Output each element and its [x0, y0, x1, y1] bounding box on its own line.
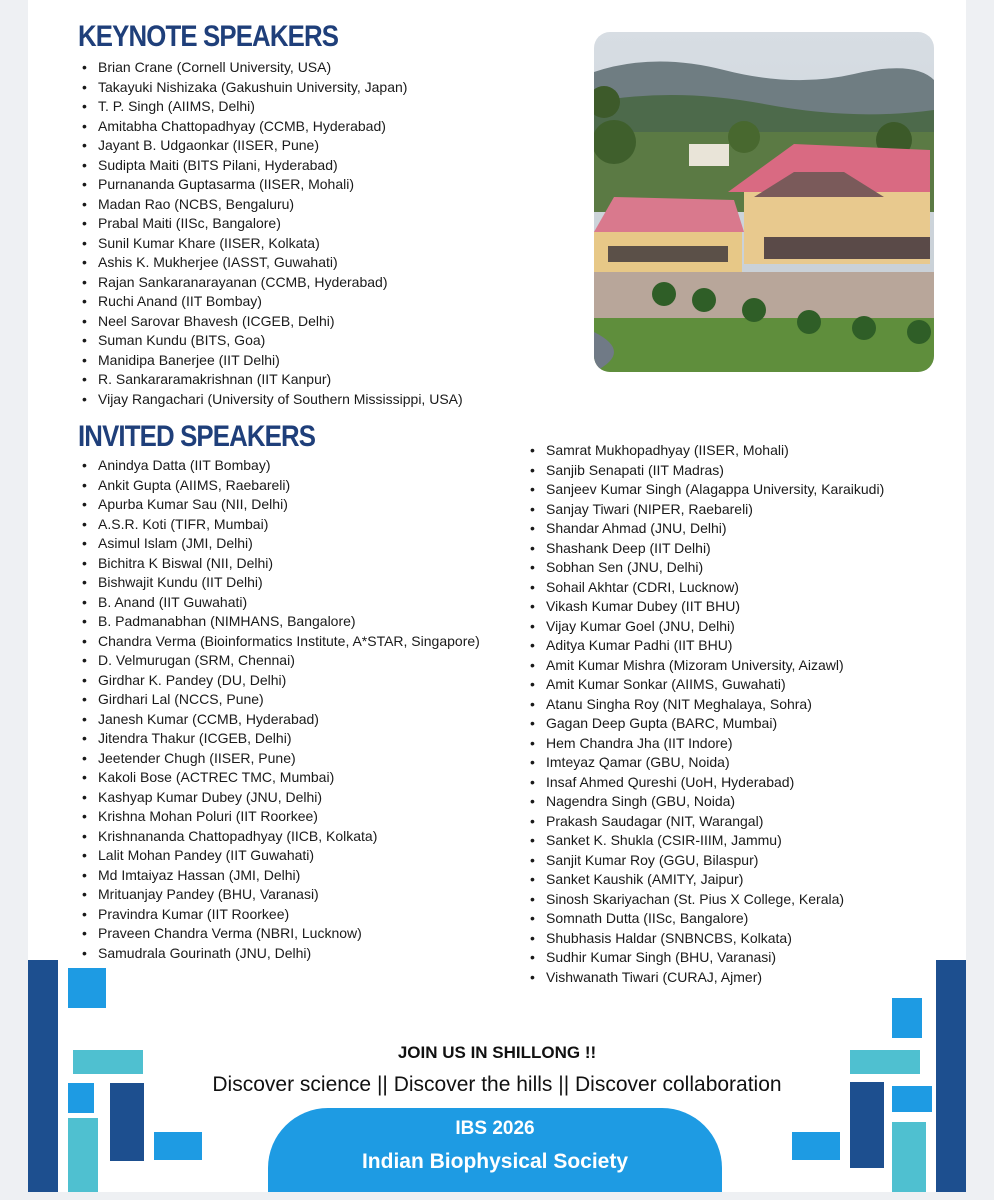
deco-block: [68, 968, 106, 1008]
invited-list-right: [528, 441, 948, 987]
speaker-item: • Jitendra Thakur (ICGEB, Delhi): [80, 729, 480, 749]
speaker-item: • D. Velmurugan (SRM, Chennai): [80, 651, 480, 671]
speaker-item: • Kashyap Kumar Dubey (JNU, Delhi): [80, 788, 480, 808]
speaker-item: • Rajan Sankaranarayanan (CCMB, Hyderabad): [80, 273, 560, 293]
speaker-item: • Asimul Islam (JMI, Delhi): [80, 534, 480, 554]
speaker-item: • Ankit Gupta (AIIMS, Raebareli): [80, 476, 480, 496]
speaker-item: • Amit Kumar Sonkar (AIIMS, Guwahati): [528, 675, 948, 695]
speaker-item: • Lalit Mohan Pandey (IIT Guwahati): [80, 846, 480, 866]
speaker-item: • Pravindra Kumar (IIT Roorkee): [80, 905, 480, 925]
speaker-item: • Shubhasis Haldar (SNBNCBS, Kolkata): [528, 929, 948, 949]
speaker-item: • R. Sankararamakrishnan (IIT Kanpur): [80, 370, 560, 390]
speaker-item: • Anindya Datta (IIT Bombay): [80, 456, 480, 476]
speaker-item: • Md Imtaiyaz Hassan (JMI, Delhi): [80, 866, 480, 886]
speaker-item: • B. Padmanabhan (NIMHANS, Bangalore): [80, 612, 480, 632]
speaker-item: • Girdhari Lal (NCCS, Pune): [80, 690, 480, 710]
poster: [28, 0, 966, 1192]
speaker-item: • Ruchi Anand (IIT Bombay): [80, 292, 560, 312]
speaker-item: • Krishna Mohan Poluri (IIT Roorkee): [80, 807, 480, 827]
speaker-item: • Praveen Chandra Verma (NBRI, Lucknow): [80, 924, 480, 944]
speaker-item: • Samudrala Gourinath (JNU, Delhi): [80, 944, 480, 964]
speaker-item: • Amit Kumar Mishra (Mizoram University, Aizawl): [528, 656, 948, 676]
speaker-item: • T. P. Singh (AIIMS, Delhi): [80, 97, 560, 117]
speaker-item: • Kakoli Bose (ACTREC TMC, Mumbai): [80, 768, 480, 788]
speaker-item: • Sunil Kumar Khare (IISER, Kolkata): [80, 234, 560, 254]
speaker-item: • Sinosh Skariyachan (St. Pius X College, Kerala): [528, 890, 948, 910]
speaker-item: • Sanket Kaushik (AMITY, Jaipur): [528, 870, 948, 890]
event-name: IBS 2026: [455, 1118, 535, 1139]
speaker-item: • Nagendra Singh (GBU, Noida): [528, 792, 948, 812]
speaker-item: • Vijay Rangachari (University of Southern Mississippi, USA): [80, 390, 560, 410]
deco-block: [892, 1122, 926, 1192]
speaker-item: • Insaf Ahmed Qureshi (UoH, Hyderabad): [528, 773, 948, 793]
speaker-item: • Suman Kundu (BITS, Goa): [80, 331, 560, 351]
speaker-item: • Amitabha Chattopadhyay (CCMB, Hyderabad): [80, 117, 560, 137]
speaker-item: • Sohail Akhtar (CDRI, Lucknow): [528, 578, 948, 598]
speaker-item: • Jayant B. Udgaonkar (IISER, Pune): [80, 136, 560, 156]
speaker-item: • Sudhir Kumar Singh (BHU, Varanasi): [528, 948, 948, 968]
speaker-item: • Sanket K. Shukla (CSIR-IIIM, Jammu): [528, 831, 948, 851]
speaker-item: • Jeetender Chugh (IISER, Pune): [80, 749, 480, 769]
deco-block: [892, 998, 922, 1038]
speaker-item: • Krishnananda Chattopadhyay (IICB, Kolkata): [80, 827, 480, 847]
speaker-item: • Bichitra K Biswal (NII, Delhi): [80, 554, 480, 574]
speaker-item: • Sanjib Senapati (IIT Madras): [528, 461, 948, 481]
speaker-item: • Gagan Deep Gupta (BARC, Mumbai): [528, 714, 948, 734]
speaker-item: • Bishwajit Kundu (IIT Delhi): [80, 573, 480, 593]
invited-list-left: [80, 456, 480, 963]
speaker-item: • Chandra Verma (Bioinformatics Institute, A*STAR, Singapore): [80, 632, 480, 652]
speaker-item: • Ashis K. Mukherjee (IASST, Guwahati): [80, 253, 560, 273]
speaker-item: • Mrituanjay Pandey (BHU, Varanasi): [80, 885, 480, 905]
speaker-item: • Neel Sarovar Bhavesh (ICGEB, Delhi): [80, 312, 560, 332]
speaker-item: • Shashank Deep (IIT Delhi): [528, 539, 948, 559]
speaker-item: • Aditya Kumar Padhi (IIT BHU): [528, 636, 948, 656]
deco-block: [68, 1118, 98, 1192]
speaker-item: • Vijay Kumar Goel (JNU, Delhi): [528, 617, 948, 637]
keynote-heading: KEYNOTE SPEAKERS: [78, 20, 339, 53]
speaker-item: • Apurba Kumar Sau (NII, Delhi): [80, 495, 480, 515]
speaker-item: • Sanjay Tiwari (NIPER, Raebareli): [528, 500, 948, 520]
speaker-item: • Shandar Ahmad (JNU, Delhi): [528, 519, 948, 539]
speaker-item: • Brian Crane (Cornell University, USA): [80, 58, 560, 78]
keynote-list: [80, 58, 560, 409]
speaker-item: • Hem Chandra Jha (IIT Indore): [528, 734, 948, 754]
speaker-item: • Somnath Dutta (IISc, Bangalore): [528, 909, 948, 929]
speaker-item: • Vikash Kumar Dubey (IIT BHU): [528, 597, 948, 617]
speaker-item: • Sanjeev Kumar Singh (Alagappa University, Karaikudi): [528, 480, 948, 500]
speaker-item: • Sudipta Maiti (BITS Pilani, Hyderabad): [80, 156, 560, 176]
speaker-item: • Manidipa Banerjee (IIT Delhi): [80, 351, 560, 371]
society-name: Indian Biophysical Society: [361, 1150, 629, 1173]
speaker-item: • Janesh Kumar (CCMB, Hyderabad): [80, 710, 480, 730]
speaker-item: • Atanu Singha Roy (NIT Meghalaya, Sohra): [528, 695, 948, 715]
deco-block: [154, 1132, 202, 1160]
join-us-text: JOIN US IN SHILLONG !!: [397, 1043, 597, 1062]
invited-heading: INVITED SPEAKERS: [78, 420, 316, 453]
speaker-item: • Sanjit Kumar Roy (GGU, Bilaspur): [528, 851, 948, 871]
speaker-item: • Sobhan Sen (JNU, Delhi): [528, 558, 948, 578]
speaker-item: • Takayuki Nishizaka (Gakushuin University, Japan): [80, 78, 560, 98]
tagline: Discover science || Discover the hills || Discover collaboration: [212, 1073, 782, 1096]
speaker-item: • A.S.R. Koti (TIFR, Mumbai): [80, 515, 480, 535]
campus-photo: [594, 32, 934, 372]
speaker-item: • Madan Rao (NCBS, Bengaluru): [80, 195, 560, 215]
speaker-item: • B. Anand (IIT Guwahati): [80, 593, 480, 613]
speaker-item: • Vishwanath Tiwari (CURAJ, Ajmer): [528, 968, 948, 988]
speaker-item: • Samrat Mukhopadhyay (IISER, Mohali): [528, 441, 948, 461]
speaker-item: • Imteyaz Qamar (GBU, Noida): [528, 753, 948, 773]
speaker-item: • Girdhar K. Pandey (DU, Delhi): [80, 671, 480, 691]
speaker-item: • Purnananda Guptasarma (IISER, Mohali): [80, 175, 560, 195]
speaker-item: • Prakash Saudagar (NIT, Warangal): [528, 812, 948, 832]
speaker-item: • Prabal Maiti (IISc, Bangalore): [80, 214, 560, 234]
deco-block: [792, 1132, 840, 1160]
